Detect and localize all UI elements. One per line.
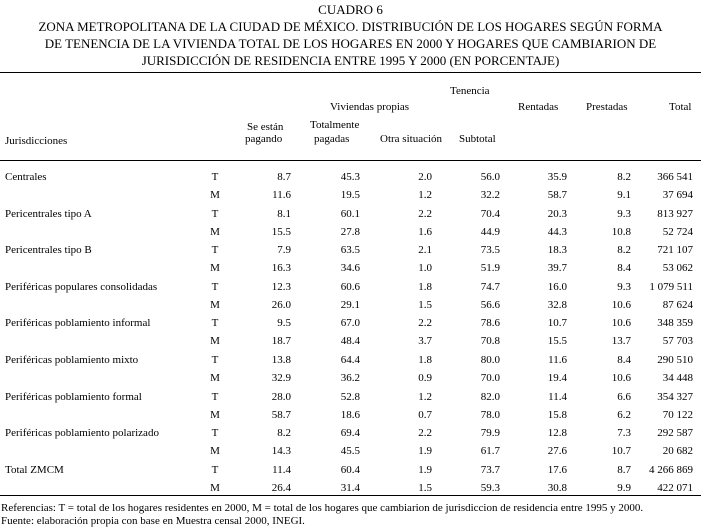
pagadas-cell: 60.6 xyxy=(340,280,360,293)
rentadas-cell: 30.8 xyxy=(547,481,567,494)
header-prestadas: Prestadas xyxy=(586,101,628,113)
otra-cell: 0.7 xyxy=(418,408,432,421)
pagando-cell: 14.3 xyxy=(271,445,291,458)
total-cell: 34 448 xyxy=(662,372,693,384)
subtotal-cell: 79.9 xyxy=(480,427,500,440)
otra-cell: 2.2 xyxy=(418,317,432,330)
rentadas-cell: 19.4 xyxy=(547,372,567,384)
pagadas-cell: 69.4 xyxy=(340,427,360,440)
pagadas-cell: 29.1 xyxy=(340,298,360,311)
pagando-cell: 11.4 xyxy=(272,463,291,476)
subtotal-cell: 78.6 xyxy=(480,317,500,330)
otra-cell: 1.0 xyxy=(418,262,432,275)
cuadro-number: CUADRO 6 xyxy=(318,2,383,17)
total-cell: 37 694 xyxy=(662,189,693,201)
total-cell: 70 122 xyxy=(662,408,693,421)
total-cell: 52 724 xyxy=(662,225,693,238)
subtotal-cell: 74.7 xyxy=(480,280,500,293)
type-cell: M xyxy=(210,408,220,421)
rentadas-cell: 39.7 xyxy=(547,262,567,275)
rentadas-cell: 18.3 xyxy=(547,244,567,257)
pagando-cell: 26.0 xyxy=(271,298,291,311)
prestadas-cell: 10.6 xyxy=(611,372,631,384)
otra-cell: 1.5 xyxy=(418,481,432,494)
type-cell: M xyxy=(210,372,220,384)
rentadas-cell: 32.8 xyxy=(547,298,567,311)
type-cell: M xyxy=(210,262,220,275)
prestadas-cell: 10.6 xyxy=(611,317,631,330)
type-cell: T xyxy=(211,280,219,293)
rentadas-cell: 15.8 xyxy=(547,408,567,421)
total-cell: 290 510 xyxy=(657,354,693,366)
total-cell: 87 624 xyxy=(662,298,693,311)
row-label: Periféricas poblamiento informal xyxy=(5,317,151,330)
rentadas-cell: 17.6 xyxy=(547,463,567,476)
subtotal-cell: 56.0 xyxy=(480,171,500,183)
pagadas-cell: 36.2 xyxy=(340,372,360,384)
otra-cell: 0.9 xyxy=(418,372,432,384)
type-cell: T xyxy=(211,463,219,476)
total-cell: 1 079 511 xyxy=(649,280,693,293)
pagadas-cell: 19.5 xyxy=(340,189,360,201)
pagando-cell: 13.8 xyxy=(271,354,291,366)
prestadas-cell: 8.7 xyxy=(617,463,631,476)
pagando-cell: 28.0 xyxy=(271,390,291,403)
header-viviendas-propias: Viviendas propias xyxy=(330,101,410,113)
top-rule xyxy=(0,72,701,73)
rentadas-cell: 27.6 xyxy=(547,445,567,458)
row-label: Total ZMCM xyxy=(5,463,64,476)
pagando-cell: 8.1 xyxy=(277,207,291,220)
total-cell: 721 107 xyxy=(657,244,693,257)
type-cell: M xyxy=(210,225,220,238)
subtotal-cell: 44.9 xyxy=(480,225,500,238)
row-label: Pericentrales tipo B xyxy=(5,244,92,257)
type-cell: T xyxy=(211,354,219,366)
footer-fuente: Fuente: elaboración propia con base en Muestra censal 2000, INEGI. xyxy=(1,515,305,527)
rentadas-cell: 35.9 xyxy=(547,171,567,183)
type-cell: T xyxy=(211,390,219,403)
header-otra-situacion: Otra situación xyxy=(380,133,443,145)
total-cell: 813 927 xyxy=(657,207,693,220)
type-cell: M xyxy=(210,335,220,348)
rentadas-cell: 10.7 xyxy=(547,317,567,330)
pagadas-cell: 63.5 xyxy=(340,244,360,257)
otra-cell: 2.0 xyxy=(418,171,432,183)
pagando-cell: 11.6 xyxy=(272,189,291,201)
prestadas-cell: 8.2 xyxy=(617,171,631,183)
total-cell: 20 682 xyxy=(662,445,693,458)
subtotal-cell: 73.7 xyxy=(480,463,500,476)
row-label: Pericentrales tipo A xyxy=(5,207,92,220)
rentadas-cell: 11.4 xyxy=(548,390,567,403)
pagadas-cell: 60.4 xyxy=(340,463,360,476)
row-label: Periféricas poblamiento polarizado xyxy=(5,427,159,440)
header-rentadas: Rentadas xyxy=(518,101,559,113)
row-label: Centrales xyxy=(5,171,47,183)
header-total: Total xyxy=(669,101,692,113)
pagando-cell: 12.3 xyxy=(271,280,291,293)
total-cell: 366 541 xyxy=(657,171,693,183)
otra-cell: 1.9 xyxy=(418,463,432,476)
total-cell: 354 327 xyxy=(657,390,693,403)
rentadas-cell: 16.0 xyxy=(547,280,567,293)
pagadas-cell: 52.8 xyxy=(340,390,360,403)
subtotal-cell: 82.0 xyxy=(480,390,500,403)
total-cell: 292 587 xyxy=(657,427,693,440)
prestadas-cell: 8.4 xyxy=(617,262,631,275)
total-cell: 57 703 xyxy=(662,335,693,348)
rentadas-cell: 58.7 xyxy=(547,189,567,201)
prestadas-cell: 10.6 xyxy=(611,298,631,311)
prestadas-cell: 9.9 xyxy=(617,481,631,494)
type-cell: T xyxy=(211,244,219,257)
pagando-cell: 7.9 xyxy=(277,244,291,257)
pagando-cell: 26.4 xyxy=(271,481,291,494)
otra-cell: 2.2 xyxy=(418,427,432,440)
prestadas-cell: 6.2 xyxy=(617,408,631,421)
subtotal-cell: 73.5 xyxy=(480,244,500,257)
rentadas-cell: 44.3 xyxy=(547,225,567,238)
total-cell: 422 071 xyxy=(657,481,693,494)
pagadas-cell: 34.6 xyxy=(340,262,360,275)
header-totalmente: Totalmente xyxy=(310,119,360,131)
pagando-cell: 32.9 xyxy=(271,372,291,384)
rentadas-cell: 12.8 xyxy=(547,427,567,440)
row-label: Periféricas poblamiento formal xyxy=(5,390,142,403)
title-line-3: JURISDICCIÓN DE RESIDENCIA ENTRE 1995 Y 2000 (EN PORCENTAJE) xyxy=(141,53,560,68)
otra-cell: 2.2 xyxy=(418,207,432,220)
pagadas-cell: 27.8 xyxy=(340,225,360,238)
pagadas-cell: 45.3 xyxy=(340,171,360,183)
total-cell: 348 359 xyxy=(657,317,693,330)
prestadas-cell: 8.4 xyxy=(617,354,631,366)
otra-cell: 1.8 xyxy=(418,280,432,293)
pagadas-cell: 60.1 xyxy=(340,207,360,220)
otra-cell: 1.2 xyxy=(418,390,432,403)
subtotal-cell: 80.0 xyxy=(480,354,500,366)
prestadas-cell: 13.7 xyxy=(611,335,631,348)
subtotal-cell: 78.0 xyxy=(480,408,500,421)
prestadas-cell: 10.8 xyxy=(611,225,631,238)
subtotal-cell: 56.6 xyxy=(480,298,500,311)
pagando-cell: 8.2 xyxy=(277,427,291,440)
subtotal-cell: 59.3 xyxy=(480,481,500,494)
pagando-cell: 9.5 xyxy=(277,317,291,330)
otra-cell: 3.7 xyxy=(418,335,432,348)
pagadas-cell: 31.4 xyxy=(340,481,360,494)
otra-cell: 1.5 xyxy=(418,298,432,311)
header-tenencia: Tenencia xyxy=(450,85,490,97)
row-label: Periféricas populares consolidadas xyxy=(5,280,158,293)
subtotal-cell: 70.0 xyxy=(480,372,500,384)
pagadas-cell: 45.5 xyxy=(340,445,360,458)
title-line-1: ZONA METROPOLITANA DE LA CIUDAD DE MÉXICO. DISTRIBUCIÓN DE LOS HOGARES SEGÚN FORMA xyxy=(38,19,663,34)
header-pagadas: pagadas xyxy=(314,133,350,145)
otra-cell: 1.2 xyxy=(418,189,432,201)
prestadas-cell: 9.3 xyxy=(617,207,631,220)
pagadas-cell: 67.0 xyxy=(340,317,360,330)
header-rule xyxy=(0,160,701,161)
header-pagando: pagando xyxy=(245,133,283,145)
row-label: Periféricas poblamiento mixto xyxy=(5,354,139,366)
subtotal-cell: 32.2 xyxy=(480,189,500,201)
rentadas-cell: 11.6 xyxy=(548,354,567,366)
type-cell: M xyxy=(210,298,220,311)
prestadas-cell: 7.3 xyxy=(617,427,631,440)
prestadas-cell: 9.1 xyxy=(617,189,631,201)
total-cell: 4 266 869 xyxy=(649,463,693,476)
pagadas-cell: 64.4 xyxy=(340,354,360,366)
subtotal-cell: 51.9 xyxy=(480,262,500,275)
header-subtotal: Subtotal xyxy=(459,133,496,145)
rentadas-cell: 15.5 xyxy=(547,335,567,348)
header-jurisdicciones: Jurisdicciones xyxy=(5,135,68,147)
bottom-rule xyxy=(0,495,701,496)
prestadas-cell: 8.2 xyxy=(617,244,631,257)
pagadas-cell: 48.4 xyxy=(340,335,360,348)
subtotal-cell: 70.8 xyxy=(480,335,500,348)
otra-cell: 1.6 xyxy=(418,225,432,238)
type-cell: M xyxy=(210,481,220,494)
pagadas-cell: 18.6 xyxy=(340,408,360,421)
subtotal-cell: 70.4 xyxy=(480,207,500,220)
title-line-2: DE TENENCIA DE LA VIVIENDA TOTAL DE LOS HOGARES EN 2000 Y HOGARES QUE CAMBIARION DE xyxy=(44,36,657,51)
footer-referencias: Referencias: T = total de los hogares residentes en 2000, M = total de los hogares que cambiarion de jurisdiccion de residencia entre 1995 y 2000. xyxy=(1,502,644,514)
otra-cell: 1.8 xyxy=(418,354,432,366)
pagando-cell: 18.7 xyxy=(271,335,291,348)
prestadas-cell: 9.3 xyxy=(617,280,631,293)
pagando-cell: 16.3 xyxy=(271,262,291,275)
subtotal-cell: 61.7 xyxy=(480,445,500,458)
pagando-cell: 58.7 xyxy=(271,408,291,421)
otra-cell: 2.1 xyxy=(418,244,432,257)
rentadas-cell: 20.3 xyxy=(547,207,567,220)
type-cell: M xyxy=(210,445,220,458)
otra-cell: 1.9 xyxy=(418,445,432,458)
header-se-estan: Se están xyxy=(247,121,284,133)
type-cell: T xyxy=(211,317,219,330)
type-cell: M xyxy=(210,189,220,201)
pagando-cell: 8.7 xyxy=(277,171,291,183)
type-cell: T xyxy=(211,171,219,183)
prestadas-cell: 10.7 xyxy=(611,445,631,458)
prestadas-cell: 6.6 xyxy=(617,390,631,403)
type-cell: T xyxy=(211,427,219,440)
type-cell: T xyxy=(211,207,219,220)
total-cell: 53 062 xyxy=(662,262,693,275)
pagando-cell: 15.5 xyxy=(271,225,291,238)
